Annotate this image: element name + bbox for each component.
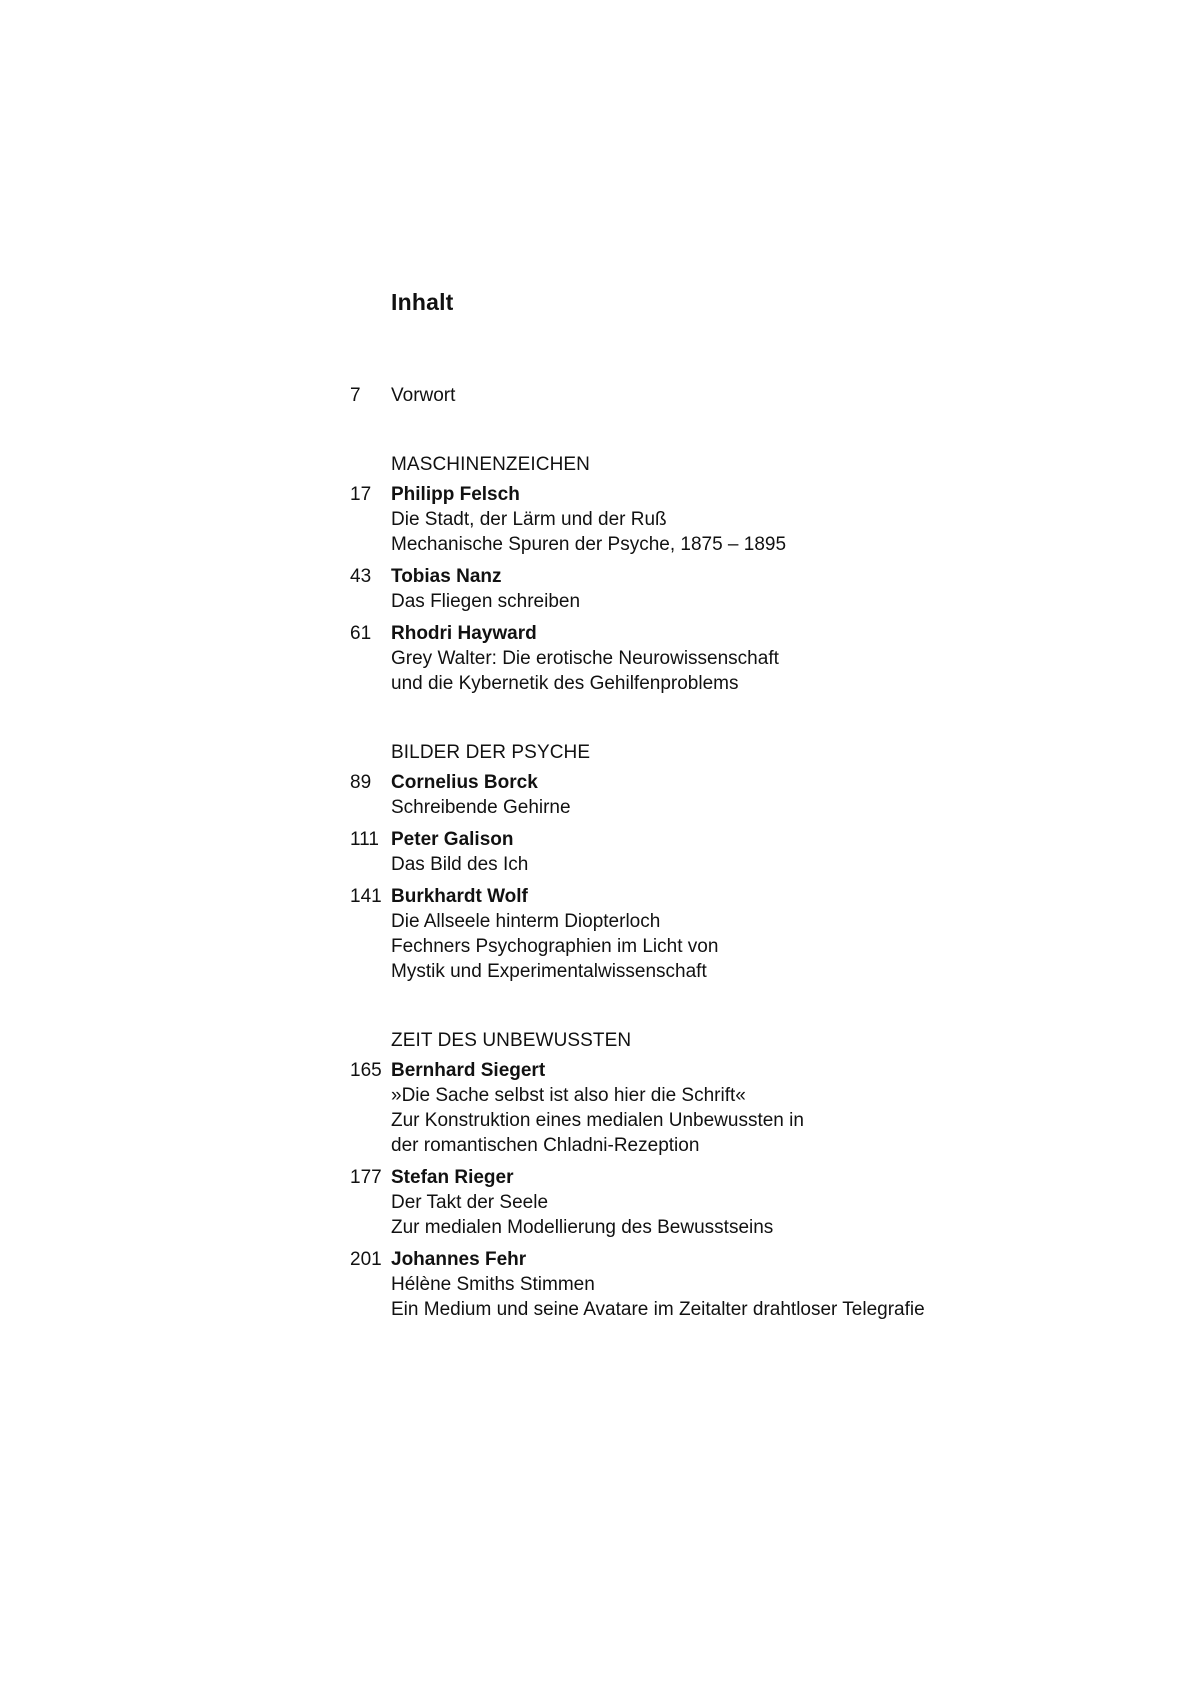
toc-entry-preface (350, 383, 950, 408)
page-number: 165 (350, 1060, 382, 1081)
entry-title-line: und die Kybernetik des Gehilfenproblems (391, 673, 739, 694)
toc-entry (350, 770, 950, 820)
entry-author: Rhodri Hayward (391, 623, 537, 644)
page-number: 7 (350, 385, 361, 406)
entry-title-line: Mechanische Spuren der Psyche, 1875 – 1895 (391, 534, 787, 555)
entry-title-line: Zur medialen Modellierung des Bewusstseins (391, 1217, 774, 1238)
section-heading: BILDER DER PSYCHE (391, 742, 591, 763)
toc-entry (350, 1247, 950, 1322)
entry-title-line: Fechners Psychographien im Licht von (391, 936, 719, 957)
entry-author: Johannes Fehr (391, 1249, 527, 1270)
page-number: 141 (350, 886, 382, 907)
entry-title-line: der romantischen Chladni-Rezeption (391, 1135, 700, 1156)
entry-title-line: Hélène Smiths Stimmen (391, 1274, 595, 1295)
entry-title-line: Das Fliegen schreiben (391, 591, 581, 612)
table-of-contents (350, 383, 950, 1322)
page-number: 61 (350, 623, 372, 644)
toc-entry (350, 1165, 950, 1240)
toc-entry (350, 1058, 950, 1158)
section-heading: MASCHINENZEICHEN (391, 454, 591, 475)
toc-entry (350, 884, 950, 984)
entry-author: Philipp Felsch (391, 484, 520, 505)
entry-author: Stefan Rieger (391, 1167, 514, 1188)
entry-title-line: Das Bild des Ich (391, 854, 529, 875)
entry-title-line: Zur Konstruktion eines medialen Unbewussten in (391, 1110, 804, 1131)
toc-entry (350, 827, 950, 877)
page-number: 17 (350, 484, 372, 505)
entry-title-line: Der Takt der Seele (391, 1192, 549, 1213)
toc-section (350, 740, 950, 984)
toc-section (350, 1028, 950, 1322)
toc-entry (350, 482, 950, 557)
entry-author: Cornelius Borck (391, 772, 538, 793)
entry-title-line: Ein Medium und seine Avatare im Zeitalter drahtloser Telegrafie (391, 1299, 925, 1320)
page-number: 177 (350, 1167, 382, 1188)
toc-section (350, 452, 950, 696)
page-title: Inhalt (391, 289, 454, 315)
entry-title: Vorwort (391, 385, 456, 406)
page-number: 43 (350, 566, 372, 587)
entry-title-line: Schreibende Gehirne (391, 797, 571, 818)
entry-author: Bernhard Siegert (391, 1060, 546, 1081)
entry-author: Burkhardt Wolf (391, 886, 528, 907)
entry-author: Peter Galison (391, 829, 514, 850)
section-heading: ZEIT DES UNBEWUSSTEN (391, 1030, 632, 1051)
page-number: 201 (350, 1249, 382, 1270)
entry-title-line: Die Allseele hinterm Diopterloch (391, 911, 661, 932)
toc-entry (350, 564, 950, 614)
page-number: 111 (350, 829, 379, 850)
entry-title-line: Die Stadt, der Lärm und der Ruß (391, 509, 667, 530)
entry-author: Tobias Nanz (391, 566, 502, 587)
entry-title-line: »Die Sache selbst ist also hier die Schrift« (391, 1085, 746, 1106)
entry-title-line: Mystik und Experimentalwissenschaft (391, 961, 707, 982)
entry-title-line: Grey Walter: Die erotische Neurowissenschaft (391, 648, 779, 669)
page-number: 89 (350, 772, 372, 793)
toc-entry (350, 621, 950, 696)
